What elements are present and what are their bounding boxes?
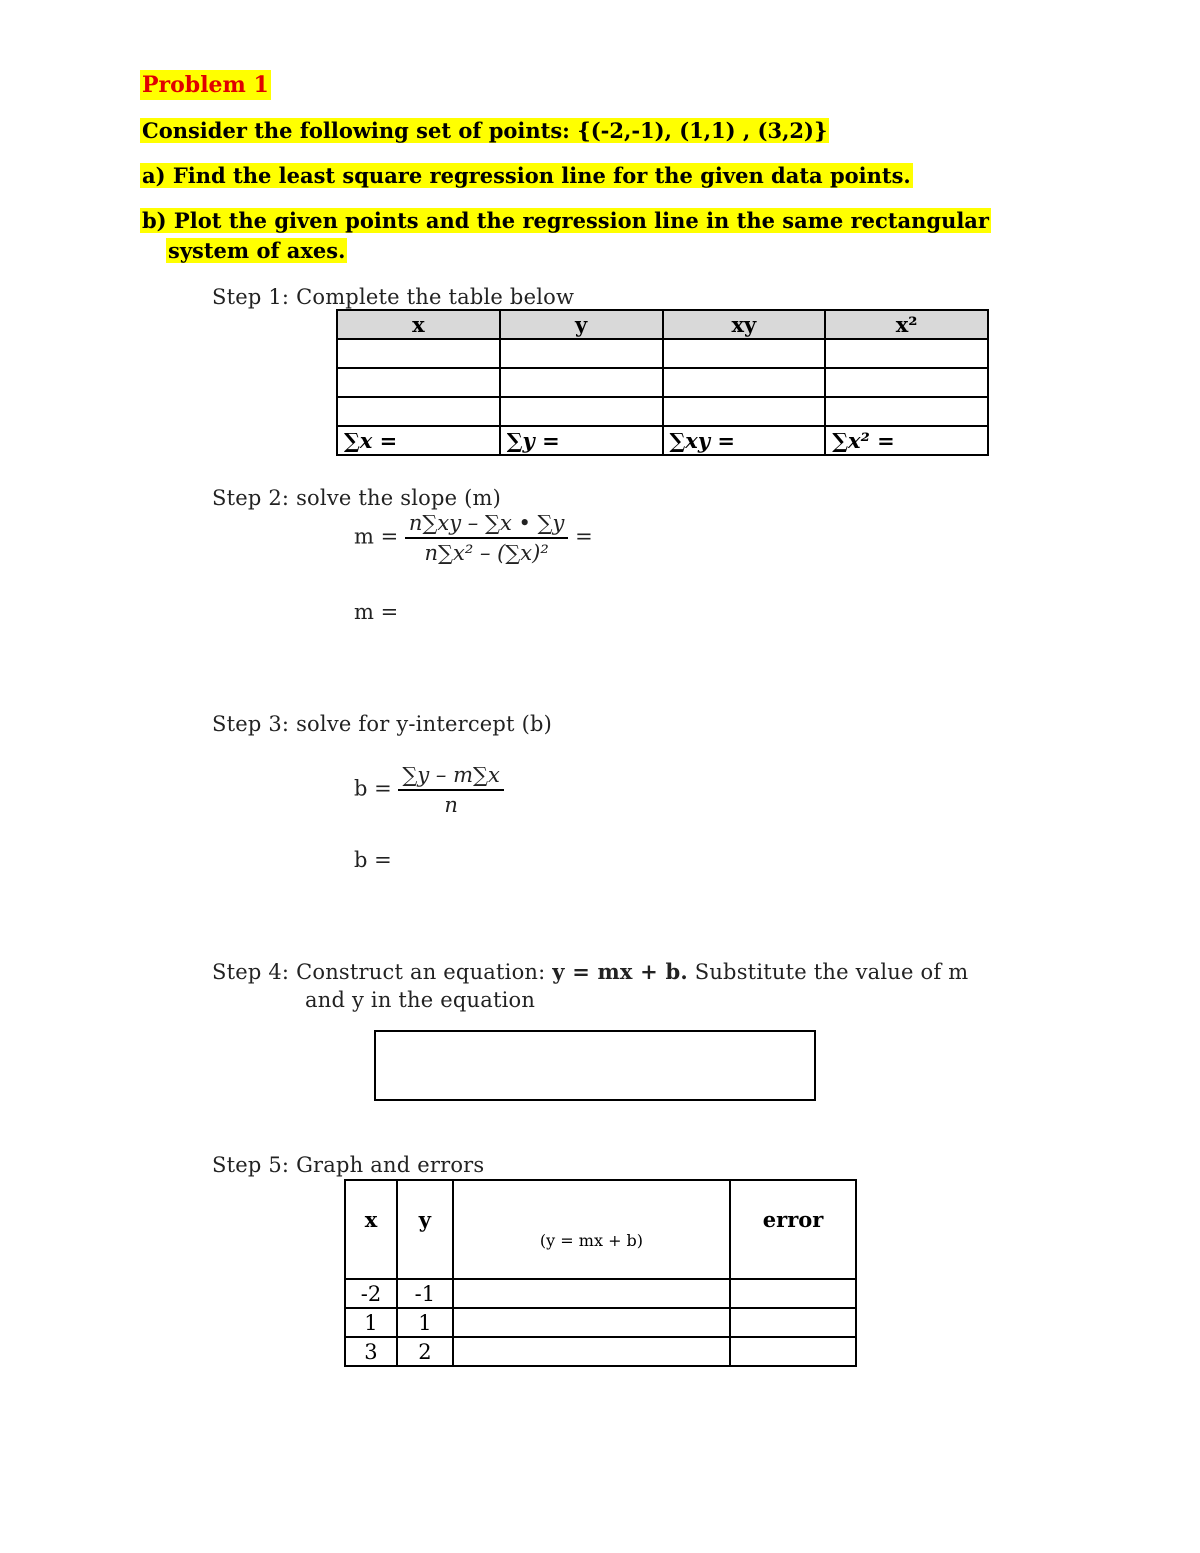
table-cell-blank[interactable]: [500, 339, 663, 368]
slope-fraction: [405, 511, 569, 565]
step1-label: Step 1: Complete the table below: [212, 285, 575, 309]
header-y: y: [500, 310, 663, 339]
slope-equals: =: [575, 524, 593, 549]
cell-predicted[interactable]: [453, 1337, 730, 1366]
equation-bold: y = mx + b.: [552, 959, 688, 984]
question-b-continued: system of axes.: [168, 238, 346, 263]
question-b: b) Plot the given points and the regression line in the same rectangular: [142, 208, 989, 233]
step5-label: Step 5: Graph and errors: [212, 1153, 485, 1177]
intercept-fraction: [398, 763, 503, 817]
intercept-numerator: ∑y – m∑x: [398, 763, 503, 791]
header-y: y: [397, 1180, 453, 1279]
step2-label: Step 2: solve the slope (m): [212, 486, 502, 510]
step3-label: Step 3: solve for y-intercept (b): [212, 712, 552, 736]
sum-x-squared: ∑x² =: [825, 426, 988, 455]
table-row: [345, 1308, 856, 1337]
cell-predicted[interactable]: [453, 1308, 730, 1337]
cell-error[interactable]: [730, 1337, 856, 1366]
cell-error[interactable]: [730, 1308, 856, 1337]
header-x: x: [337, 310, 500, 339]
slope-formula: [354, 511, 593, 565]
cell-x: -2: [345, 1279, 397, 1308]
m-prefix: m =: [354, 524, 399, 549]
table-cell-blank[interactable]: [337, 368, 500, 397]
table-cell-blank[interactable]: [500, 397, 663, 426]
b-prefix: b =: [354, 776, 392, 801]
table-cell-blank[interactable]: [825, 368, 988, 397]
question-intro: Consider the following set of points: {(-2,-1), (1,1) , (3,2)}: [142, 118, 828, 143]
table-cell-blank[interactable]: [825, 397, 988, 426]
m-result: m =: [354, 600, 399, 624]
intercept-denominator: n: [444, 793, 458, 817]
table-cell-blank[interactable]: [663, 339, 826, 368]
table-cell-blank[interactable]: [663, 397, 826, 426]
header-x-squared: x²: [825, 310, 988, 339]
table-cell-blank[interactable]: [337, 339, 500, 368]
header-xy: xy: [663, 310, 826, 339]
table-cell-blank[interactable]: [500, 368, 663, 397]
sum-xy: ∑xy =: [663, 426, 826, 455]
cell-y: 1: [397, 1308, 453, 1337]
intercept-formula: [354, 763, 504, 817]
step4-label: Step 4: Construct an equation: y = mx + b. Substitute the value of m: [212, 959, 969, 984]
cell-error[interactable]: [730, 1279, 856, 1308]
cell-y: 2: [397, 1337, 453, 1366]
table-row: [345, 1337, 856, 1366]
table-header-row: [337, 310, 988, 339]
table-row: [337, 368, 988, 397]
sum-y: ∑y =: [500, 426, 663, 455]
sum-x: ∑x =: [337, 426, 500, 455]
table-row: [345, 1279, 856, 1308]
header-formula: (y = mx + b): [453, 1180, 730, 1279]
b-result: b =: [354, 848, 392, 872]
step5-table: [344, 1179, 857, 1367]
cell-predicted[interactable]: [453, 1279, 730, 1308]
header-error: error: [730, 1180, 856, 1279]
header-x: x: [345, 1180, 397, 1279]
table-row: [337, 397, 988, 426]
cell-y: -1: [397, 1279, 453, 1308]
cell-x: 3: [345, 1337, 397, 1366]
problem-title: Problem 1: [142, 72, 269, 98]
slope-numerator: n∑xy – ∑x • ∑y: [405, 511, 569, 539]
cell-x: 1: [345, 1308, 397, 1337]
sum-row: [337, 426, 988, 455]
table-row: [337, 339, 988, 368]
question-a: a) Find the least square regression line for the given data points.: [142, 163, 911, 188]
step4-label-line2: and y in the equation: [305, 988, 536, 1012]
table-cell-blank[interactable]: [825, 339, 988, 368]
table-cell-blank[interactable]: [337, 397, 500, 426]
step1-table: [336, 309, 989, 456]
table-cell-blank[interactable]: [663, 368, 826, 397]
table-header-row: [345, 1180, 856, 1279]
slope-denominator: n∑x² – (∑x)²: [424, 541, 549, 565]
equation-answer-box[interactable]: [374, 1030, 816, 1101]
